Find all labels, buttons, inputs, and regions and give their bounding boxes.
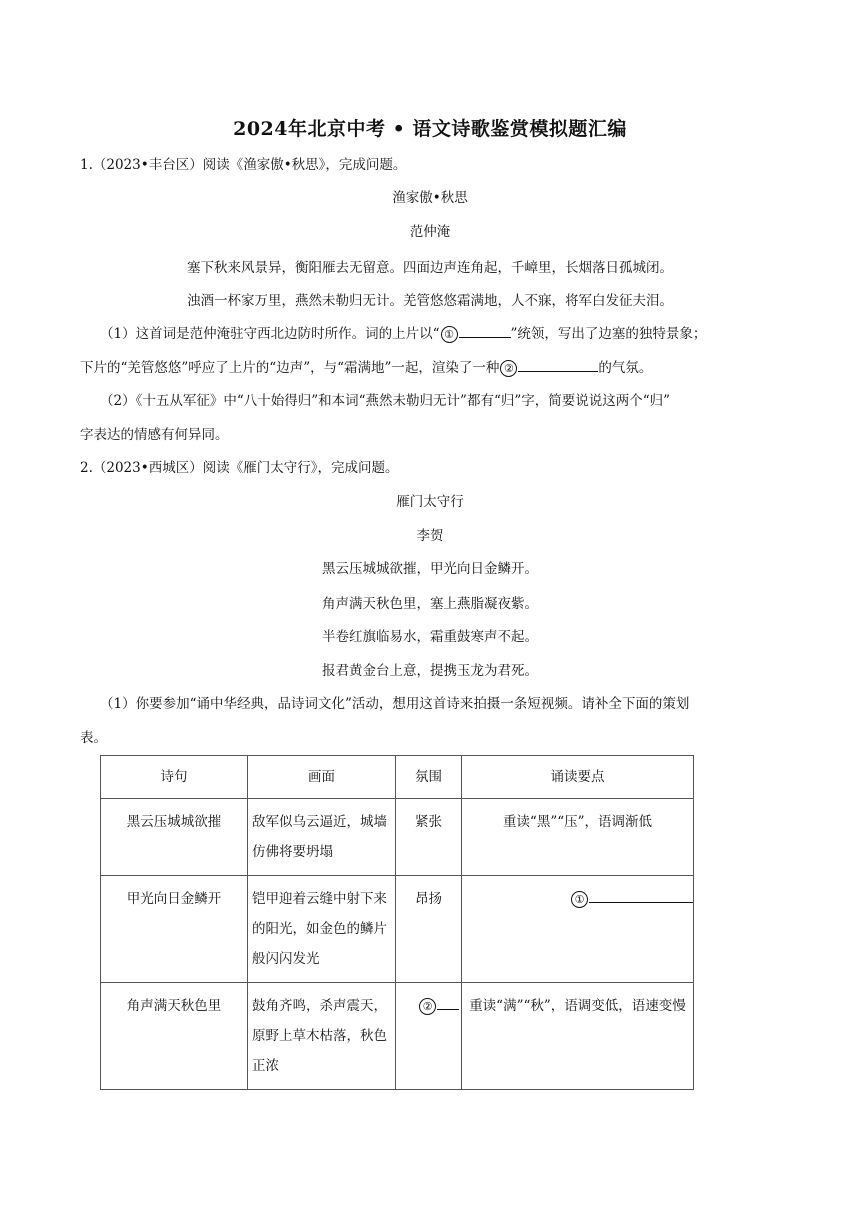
circled-number-1: ① [571, 891, 588, 908]
table-cell-verse: 甲光向日金鳞开 [101, 876, 248, 983]
q2-poem-author: 李贺 [416, 528, 444, 544]
table-cell-verse: 黑云压城城欲摧 [101, 799, 248, 876]
q1-poem-author: 范仲淹 [409, 224, 451, 240]
table-cell-mood: 紧张 [396, 799, 462, 876]
table-header: 诵读要点 [462, 756, 694, 799]
fill-blank-table-2[interactable] [437, 995, 459, 1010]
q2-poem-title: 雁门太守行 [396, 494, 464, 510]
q2-poem-line: 报君黄金台上意，提携玉龙为君死。 [322, 663, 538, 679]
q2-poem-line: 角声满天秋色里，塞上燕脂凝夜紫。 [322, 596, 538, 612]
circled-number-2: ② [500, 360, 517, 377]
table-cell-reading-blank [462, 876, 694, 983]
q1-subquestion-2: （2）《十五从军征》中“八十始得归”和本词“燕然未勒归无计”都有“归”字，简要说说这两个“归” [100, 393, 671, 409]
q2-poem-line: 半卷红旗临易水，霜重鼓寒声不起。 [322, 629, 538, 645]
planning-table [100, 755, 694, 1090]
table-cell-reading: 重读“黑”“压”，语调渐低 [462, 799, 694, 876]
table-cell-scene: 敌军似乌云逼近，城墙仿佛将要坍塌 [248, 799, 396, 876]
question-2-stem: 2.（2023•西城区）阅读《雁门太守行》，完成问题。 [80, 460, 399, 476]
q1-subquestion-1-cont [80, 357, 652, 378]
question-1-stem: 1.（2023•丰台区）阅读《渔家傲•秋思》，完成问题。 [80, 157, 407, 173]
table-header-row [101, 756, 694, 799]
table-header: 诗句 [101, 756, 248, 799]
table-header: 画面 [248, 756, 396, 799]
q2-subquestion-1-cont: 表。 [80, 730, 107, 746]
table-cell-scene: 铠甲迎着云缝中射下来的阳光，如金色的鳞片般闪闪发光 [248, 876, 396, 983]
table-cell-reading: 重读“满”“秋”，语调变低，语速变慢 [462, 983, 694, 1090]
table-row [101, 799, 694, 876]
table-row [101, 876, 694, 983]
q1-sub1-text-a: （1）这首词是范仲淹驻守西北边防时所作。词的上片以“ [100, 326, 440, 342]
fill-blank-1[interactable] [459, 323, 511, 338]
table-cell-mood: 昂扬 [396, 876, 462, 983]
q1-sub1-text-b: ”统领，写出了边塞的独特景象； [510, 326, 707, 342]
q2-poem-line: 黑云压城城欲摧，甲光向日金鳞开。 [322, 561, 538, 577]
table-cell-mood-blank [396, 983, 462, 1090]
fill-blank-table-1[interactable] [589, 888, 693, 903]
q2-subquestion-1: （1）你要参加“诵中华经典，品诗词文化”活动，想用这首诗来拍摄一条短视频。请补全下面的策划 [100, 696, 690, 712]
table-cell-verse: 角声满天秋色里 [101, 983, 248, 1090]
q1-poem-line: 浊酒一杯家万里，燕然未勒归无计。羌管悠悠霜满地，人不寐，将军白发征夫泪。 [187, 293, 673, 309]
circled-number-2: ② [419, 998, 436, 1015]
table-header: 氛围 [396, 756, 462, 799]
q1-poem-line: 塞下秋来风景异，衡阳雁去无留意。四面边声连角起，千嶂里，长烟落日孤城闭。 [187, 260, 673, 276]
fill-blank-2[interactable] [518, 357, 598, 372]
q1-subquestion-2-cont: 字表达的情感有何异同。 [80, 427, 229, 443]
table-row [101, 983, 694, 1090]
q1-sub1-text-c: 下片的“羌管悠悠”呼应了上片的“边声”，与“霜满地”一起，渲染了一种 [80, 360, 500, 376]
q1-sub1-text-d: 的气氛。 [598, 360, 653, 376]
circled-number-1: ① [441, 326, 458, 343]
q1-subquestion-1 [100, 323, 706, 344]
table-cell-scene: 鼓角齐鸣，杀声震天，原野上草木枯落，秋色正浓 [248, 983, 396, 1090]
q1-poem-title: 渔家傲•秋思 [392, 190, 468, 206]
page-title: 2024年北京中考 • 语文诗歌鉴赏模拟题汇编 [233, 118, 627, 140]
